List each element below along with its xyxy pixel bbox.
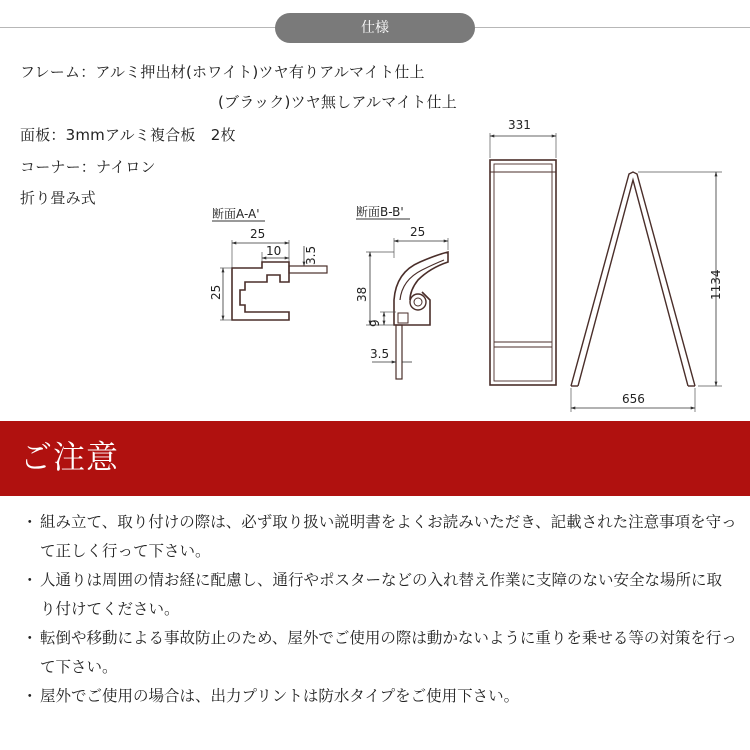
notice-item-text: 人通りは周囲の情お経に配慮し、通行やポスターなどの入れ替え作業に支障のない安全な場所に取 り付けてください。 xyxy=(40,571,738,618)
section-a-drawing xyxy=(209,206,327,320)
notice-title: ご注意 xyxy=(20,438,120,476)
section-a-lip: 10 xyxy=(266,244,282,258)
notice-banner xyxy=(0,421,750,496)
bullet: ・ xyxy=(22,629,38,647)
notice-list xyxy=(22,508,737,711)
section-b-height: 38 xyxy=(355,286,369,302)
section-a-title: 断面A-A' xyxy=(212,207,260,221)
section-a-panel: 3.5 xyxy=(304,245,318,265)
notice-item-text: 組み立て、取り付けの際は、必ず取り扱い説明書をよくお読みいただき、記載された注意事項を守って正しく行って下さい。 xyxy=(40,513,737,560)
spec-folding: 折り畳み式 xyxy=(20,189,97,207)
spec-panel: 面板：3mmアルミ複合板 2枚 xyxy=(20,126,236,144)
notice-item-text: 屋外でご使用の場合は、出力プリントは防水タイプをご使用下さい。 xyxy=(40,687,520,705)
front-view-drawing xyxy=(490,118,556,385)
notice-item xyxy=(22,624,737,682)
section-b-panel: 3.5 xyxy=(370,347,390,361)
spec-corner: コーナー：ナイロン xyxy=(20,158,156,176)
spec-frame-black: (ブラック)ツヤ無しアルマイト仕上 xyxy=(218,93,457,111)
notice-item xyxy=(22,566,737,624)
front-width: 331 xyxy=(508,118,531,132)
section-b-drawing xyxy=(355,204,448,379)
bullet: ・ xyxy=(22,571,38,589)
bullet: ・ xyxy=(22,687,38,705)
section-b-groove: 9 xyxy=(368,319,382,327)
notice-item xyxy=(22,508,737,566)
side-view-drawing xyxy=(571,172,723,412)
side-base: 656 xyxy=(622,392,645,406)
section-b-width: 25 xyxy=(410,225,426,239)
section-a-width: 25 xyxy=(250,227,266,241)
bullet: ・ xyxy=(22,513,38,531)
notice-item-text: 転倒や移動による事故防止のため、屋外でご使用の際は動かないように重りを乗せる等の対策を行って下さい。 xyxy=(40,629,737,676)
section-b-title: 断面B-B' xyxy=(356,205,404,219)
spec-frame: フレーム：アルミ押出材(ホワイト)ツヤ有りアルマイト仕上 xyxy=(20,63,425,81)
side-height: 1134 xyxy=(709,269,723,300)
notice-item xyxy=(22,682,737,711)
spec-heading: 仕様 xyxy=(275,13,475,43)
section-a-height: 25 xyxy=(209,284,223,300)
